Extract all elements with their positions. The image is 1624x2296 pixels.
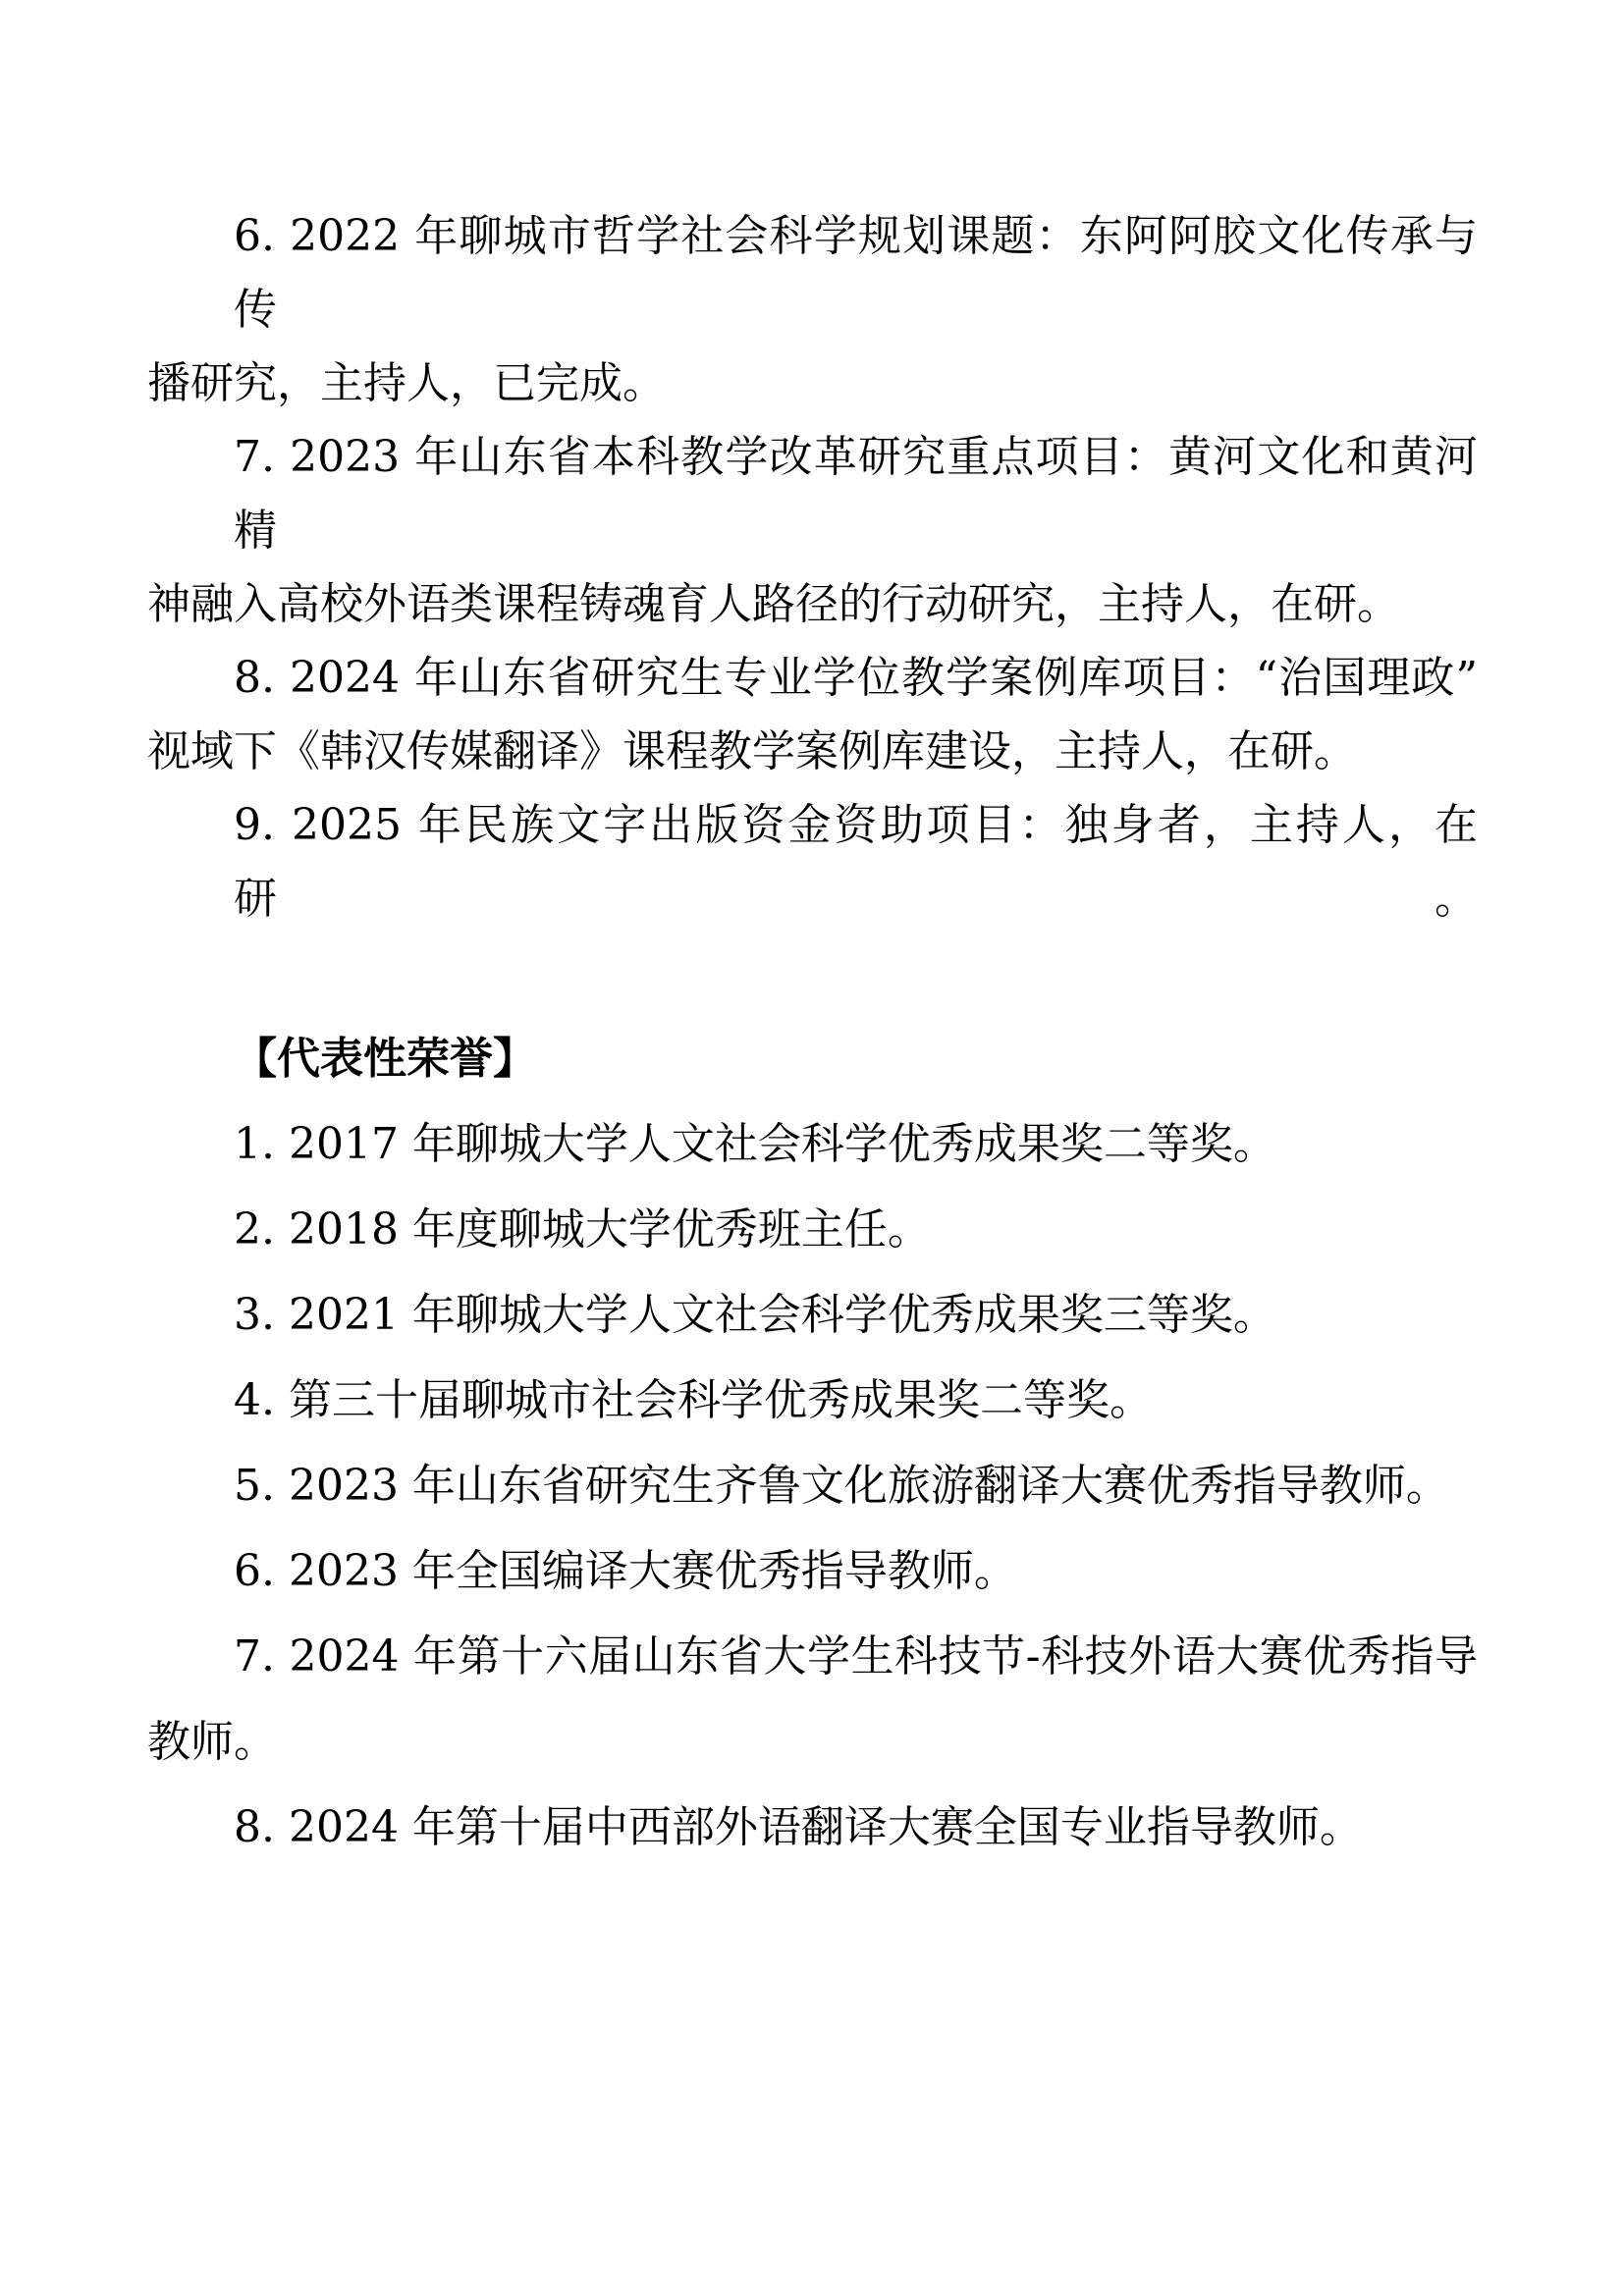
honors-line: 7. 2024 年第十六届山东省大学生科技节-科技外语大赛优秀指导: [234, 1631, 1478, 1682]
honors-line: 4. 第三十届聊城市社会科学优秀成果奖二等奖。: [234, 1375, 1153, 1425]
honors-line: 2. 2018 年度聊城大学优秀班主任。: [234, 1204, 931, 1255]
honors-line: 6. 2023 年全国编译大赛优秀指导教师。: [234, 1546, 1017, 1596]
honors-line: 5. 2023 年山东省研究生齐鲁文化旅游翻译大赛优秀指导教师。: [234, 1461, 1449, 1511]
honors-section: [147, 1016, 1478, 1870]
honors-line: 3. 2021 年聊城大学人文社会科学优秀成果奖三等奖。: [234, 1290, 1276, 1340]
honors-line: 1. 2017 年聊城大学人文社会科学优秀成果奖二等奖。: [234, 1119, 1276, 1169]
projects-section: [147, 199, 1478, 935]
projects-line: 8. 2024 年山东省研究生专业学位教学案例库项目：“治国理政”: [234, 653, 1478, 703]
honors-line: 教师。: [147, 1717, 277, 1767]
honors-section-heading: 【代表性荣誉】: [234, 1034, 536, 1084]
projects-line: 7. 2023 年山东省本科教学改革研究重点项目：黄河文化和黄河精: [234, 432, 1478, 556]
projects-line: 播研究，主持人，已完成。: [147, 358, 666, 408]
projects-line: 神融入高校外语类课程铸魂育人路径的行动研究，主持人，在研。: [147, 579, 1400, 629]
honors-line: 8. 2024 年第十届中西部外语翻译大赛全国专业指导教师。: [234, 1802, 1363, 1852]
projects-line: 6. 2022 年聊城市哲学社会科学规划课题：东阿阿胶文化传承与传: [234, 211, 1478, 335]
document-content: [147, 199, 1478, 1870]
projects-line: 9. 2025 年民族文字出版资金资助项目：独身者，主持人，在研。: [234, 800, 1478, 924]
projects-line: 视域下《韩汉传媒翻译》课程教学案例库建设，主持人，在研。: [147, 726, 1357, 776]
